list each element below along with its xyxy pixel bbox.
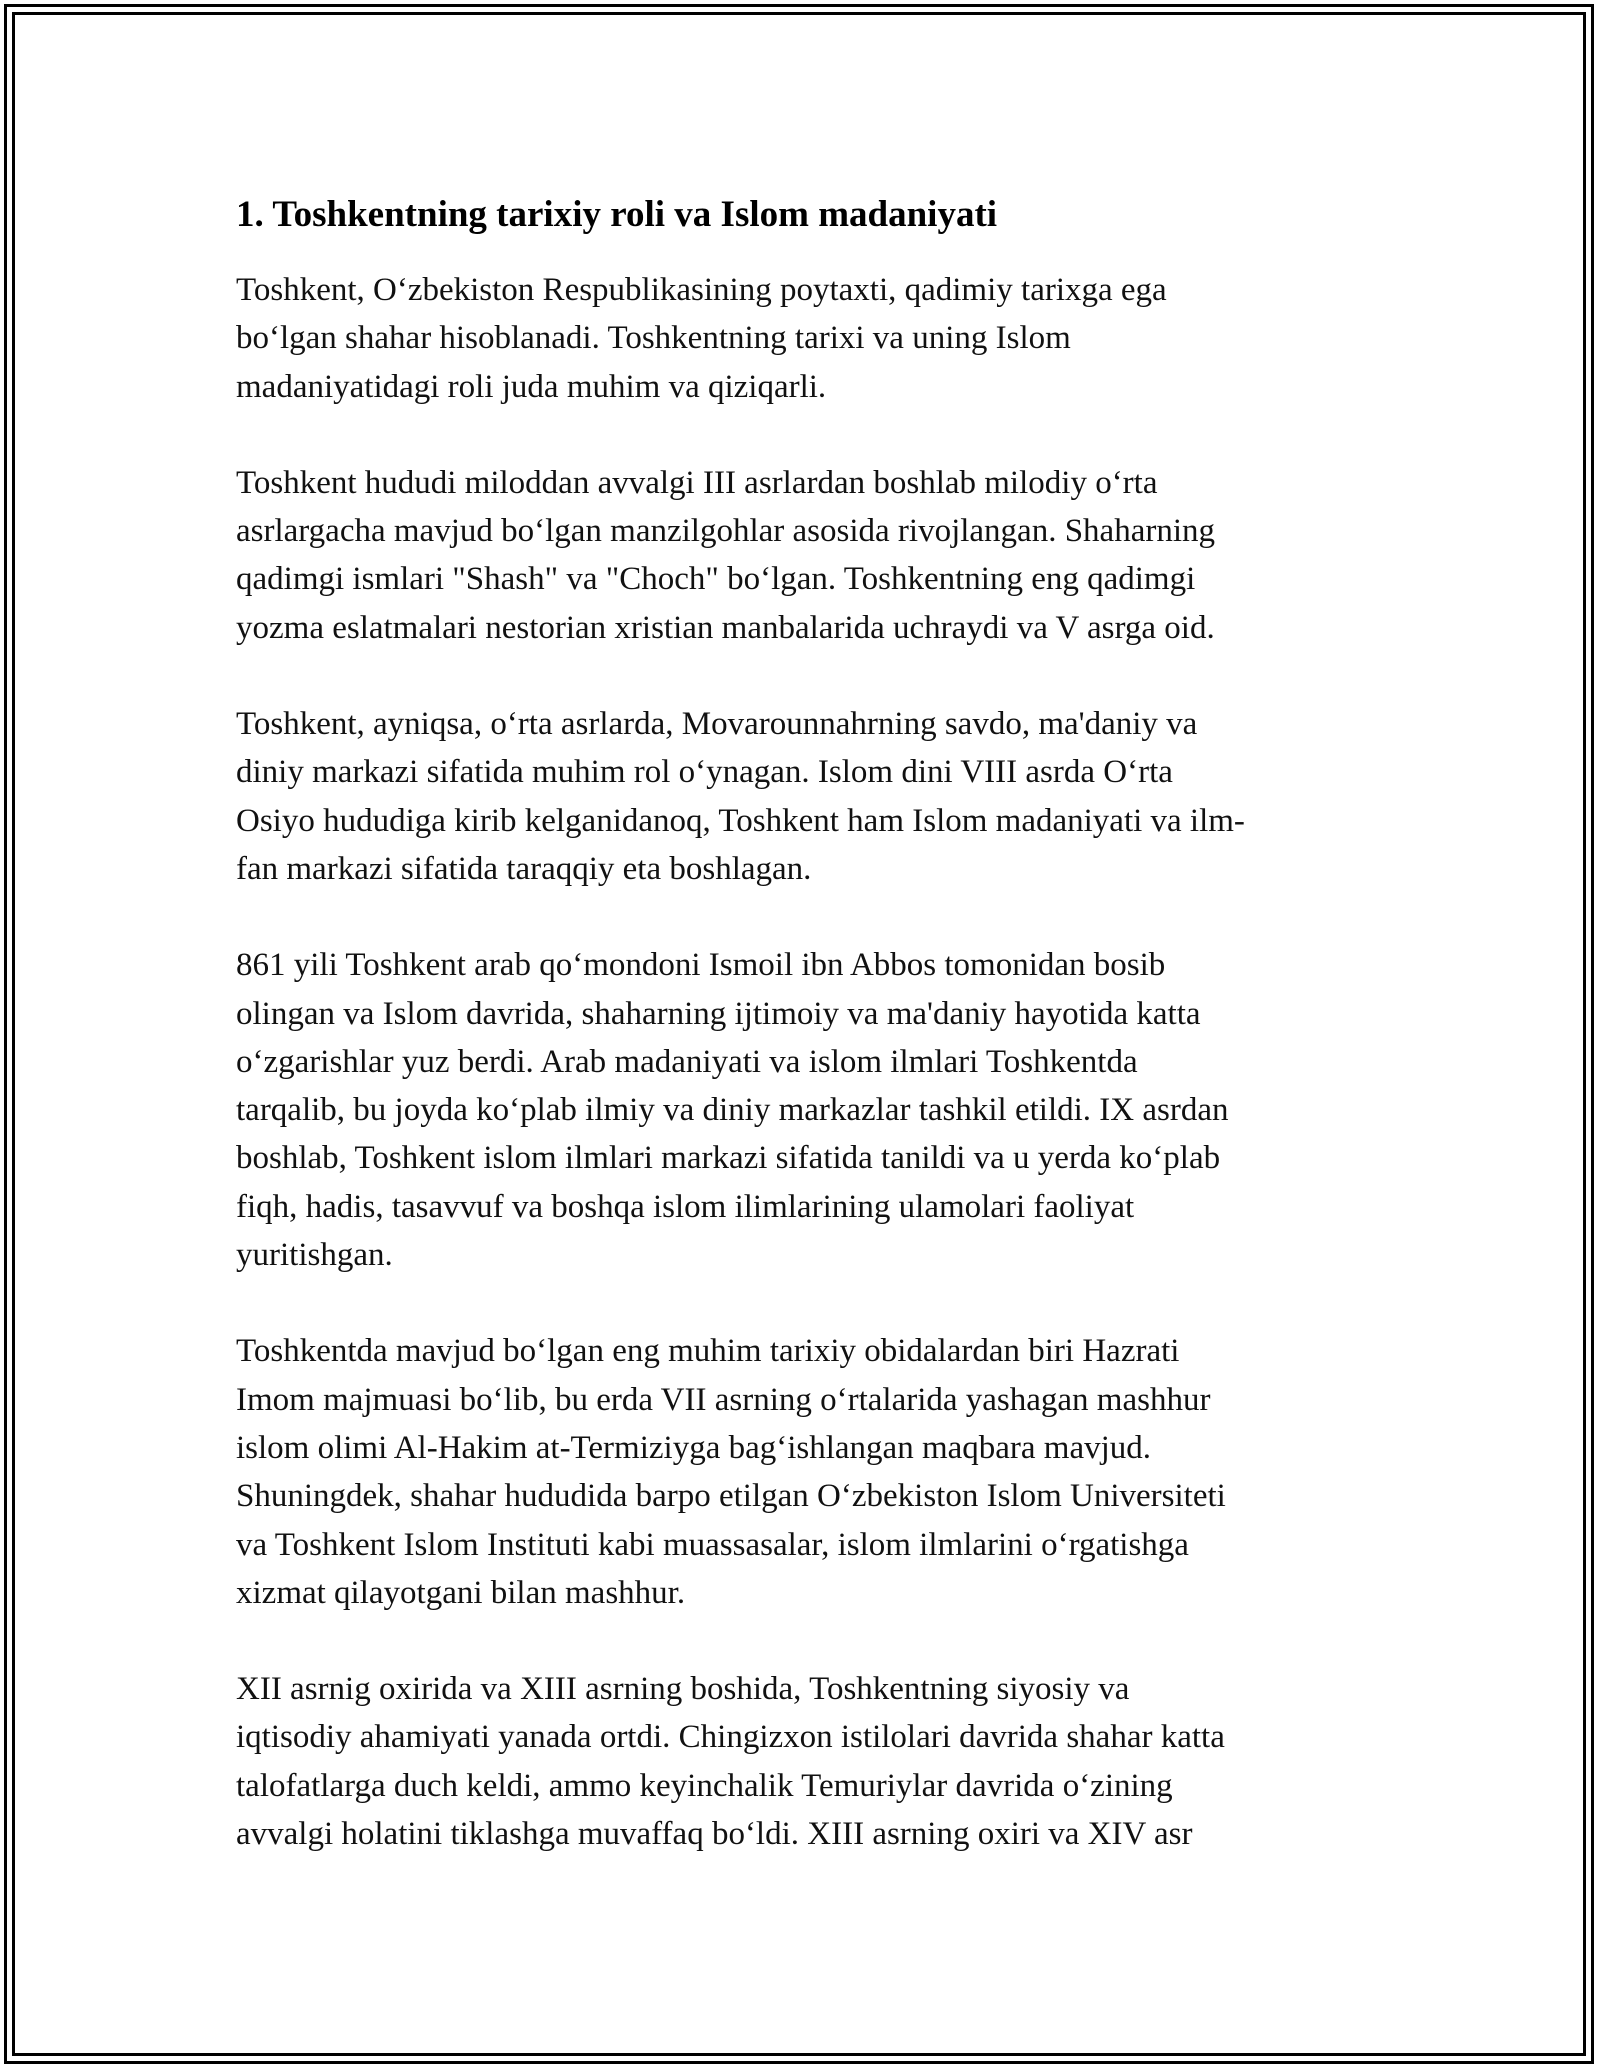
text-line: asrlargacha mavjud bo‘lgan manzilgohlar asosida rivojlangan. Shaharning [236,513,1216,550]
text-line: XII asrnig oxirida va XIII asrning boshida, Toshkentning siyosiy va [236,1671,1130,1708]
text-line: iqtisodiy ahamiyati yanada ortdi. Chingizxon istilolari davrida shahar katta [236,1719,1225,1756]
text-line: yuritishgan. [236,1237,393,1274]
text-line: Toshkent, ayniqsa, o‘rta asrlarda, Movarounnahrning savdo, ma'daniy va [236,706,1198,743]
text-line: bo‘lgan shahar hisoblanadi. Toshkentning tarixi va uning Islom [236,320,1071,357]
text-line: o‘zgarishlar yuz berdi. Arab madaniyati va islom ilmlari Toshkentda [236,1043,1138,1080]
document-body [236,186,1376,1906]
paragraph-1 [236,266,1376,411]
text-line: avvalgi holatini tiklashga muvaffaq bo‘ldi. XIII asrning oxiri va XIV asr [236,1816,1193,1853]
section-heading: 1. Toshkentning tarixiy roli va Islom madaniyati [236,194,998,235]
text-line: yozma eslatmalari nestorian xristian manbalarida uchraydi va V asrga oid. [236,609,1215,646]
paragraph-2 [236,459,1376,652]
paragraph-5 [236,1327,1376,1617]
paragraph-3 [236,700,1376,893]
text-line: olingan va Islom davrida, shaharning ijtimoiy va ma'daniy hayotida katta [236,995,1201,1032]
text-line: Imom majmuasi bo‘lib, bu erda VII asrning o‘rtalarida yashagan mashhur [236,1381,1211,1418]
text-line: va Toshkent Islom Instituti kabi muassasalar, islom ilmlarini o‘rgatishga [236,1526,1189,1563]
text-line: qadimgi ismlari "Shash" va "Choch" bo‘lgan. Toshkentning eng qadimgi [236,561,1196,598]
text-line: tarqalib, bu joyda ko‘plab ilmiy va diniy markazlar tashkil etildi. IX asrdan [236,1092,1229,1129]
text-line: fan markazi sifatida taraqqiy eta boshlagan. [236,850,812,887]
text-line: Shuningdek, shahar hududida barpo etilgan O‘zbekiston Islom Universiteti [236,1478,1226,1515]
text-line: talofatlarga duch keldi, ammo keyinchalik Temuriylar davrida o‘zining [236,1767,1173,1804]
text-line: Osiyo hududiga kirib kelganidanoq, Toshkent ham Islom madaniyati va ilm- [236,802,1245,839]
text-line: xizmat qilayotgani bilan mashhur. [236,1574,686,1611]
text-line: madaniyatidagi roli juda muhim va qiziqarli. [236,368,827,405]
text-line: fiqh, hadis, tasavvuf va boshqa islom ilimlarining ulamolari faoliyat [236,1188,1135,1225]
text-line: islom olimi Al-Hakim at-Termiziyga bag‘ishlangan maqbara mavjud. [236,1429,1152,1466]
paragraph-4 [236,941,1376,1279]
text-line: boshlab, Toshkent islom ilmlari markazi sifatida tanildi va u yerda ko‘plab [236,1140,1221,1177]
text-line: Toshkentda mavjud bo‘lgan eng muhim tarixiy obidalardan biri Hazrati [236,1333,1180,1370]
text-line: Toshkent, O‘zbekiston Respublikasining poytaxti, qadimiy tarixga ega [236,272,1167,308]
paragraph-6 [236,1665,1376,1858]
text-line: 861 yili Toshkent arab qo‘mondoni Ismoil ibn Abbos tomonidan bosib [236,947,1166,984]
text-line: Toshkent hududi miloddan avvalgi III asrlardan boshlab milodiy o‘rta [236,464,1158,501]
text-line: diniy markazi sifatida muhim rol o‘ynagan. Islom dini VIII asrda O‘rta [236,754,1173,791]
